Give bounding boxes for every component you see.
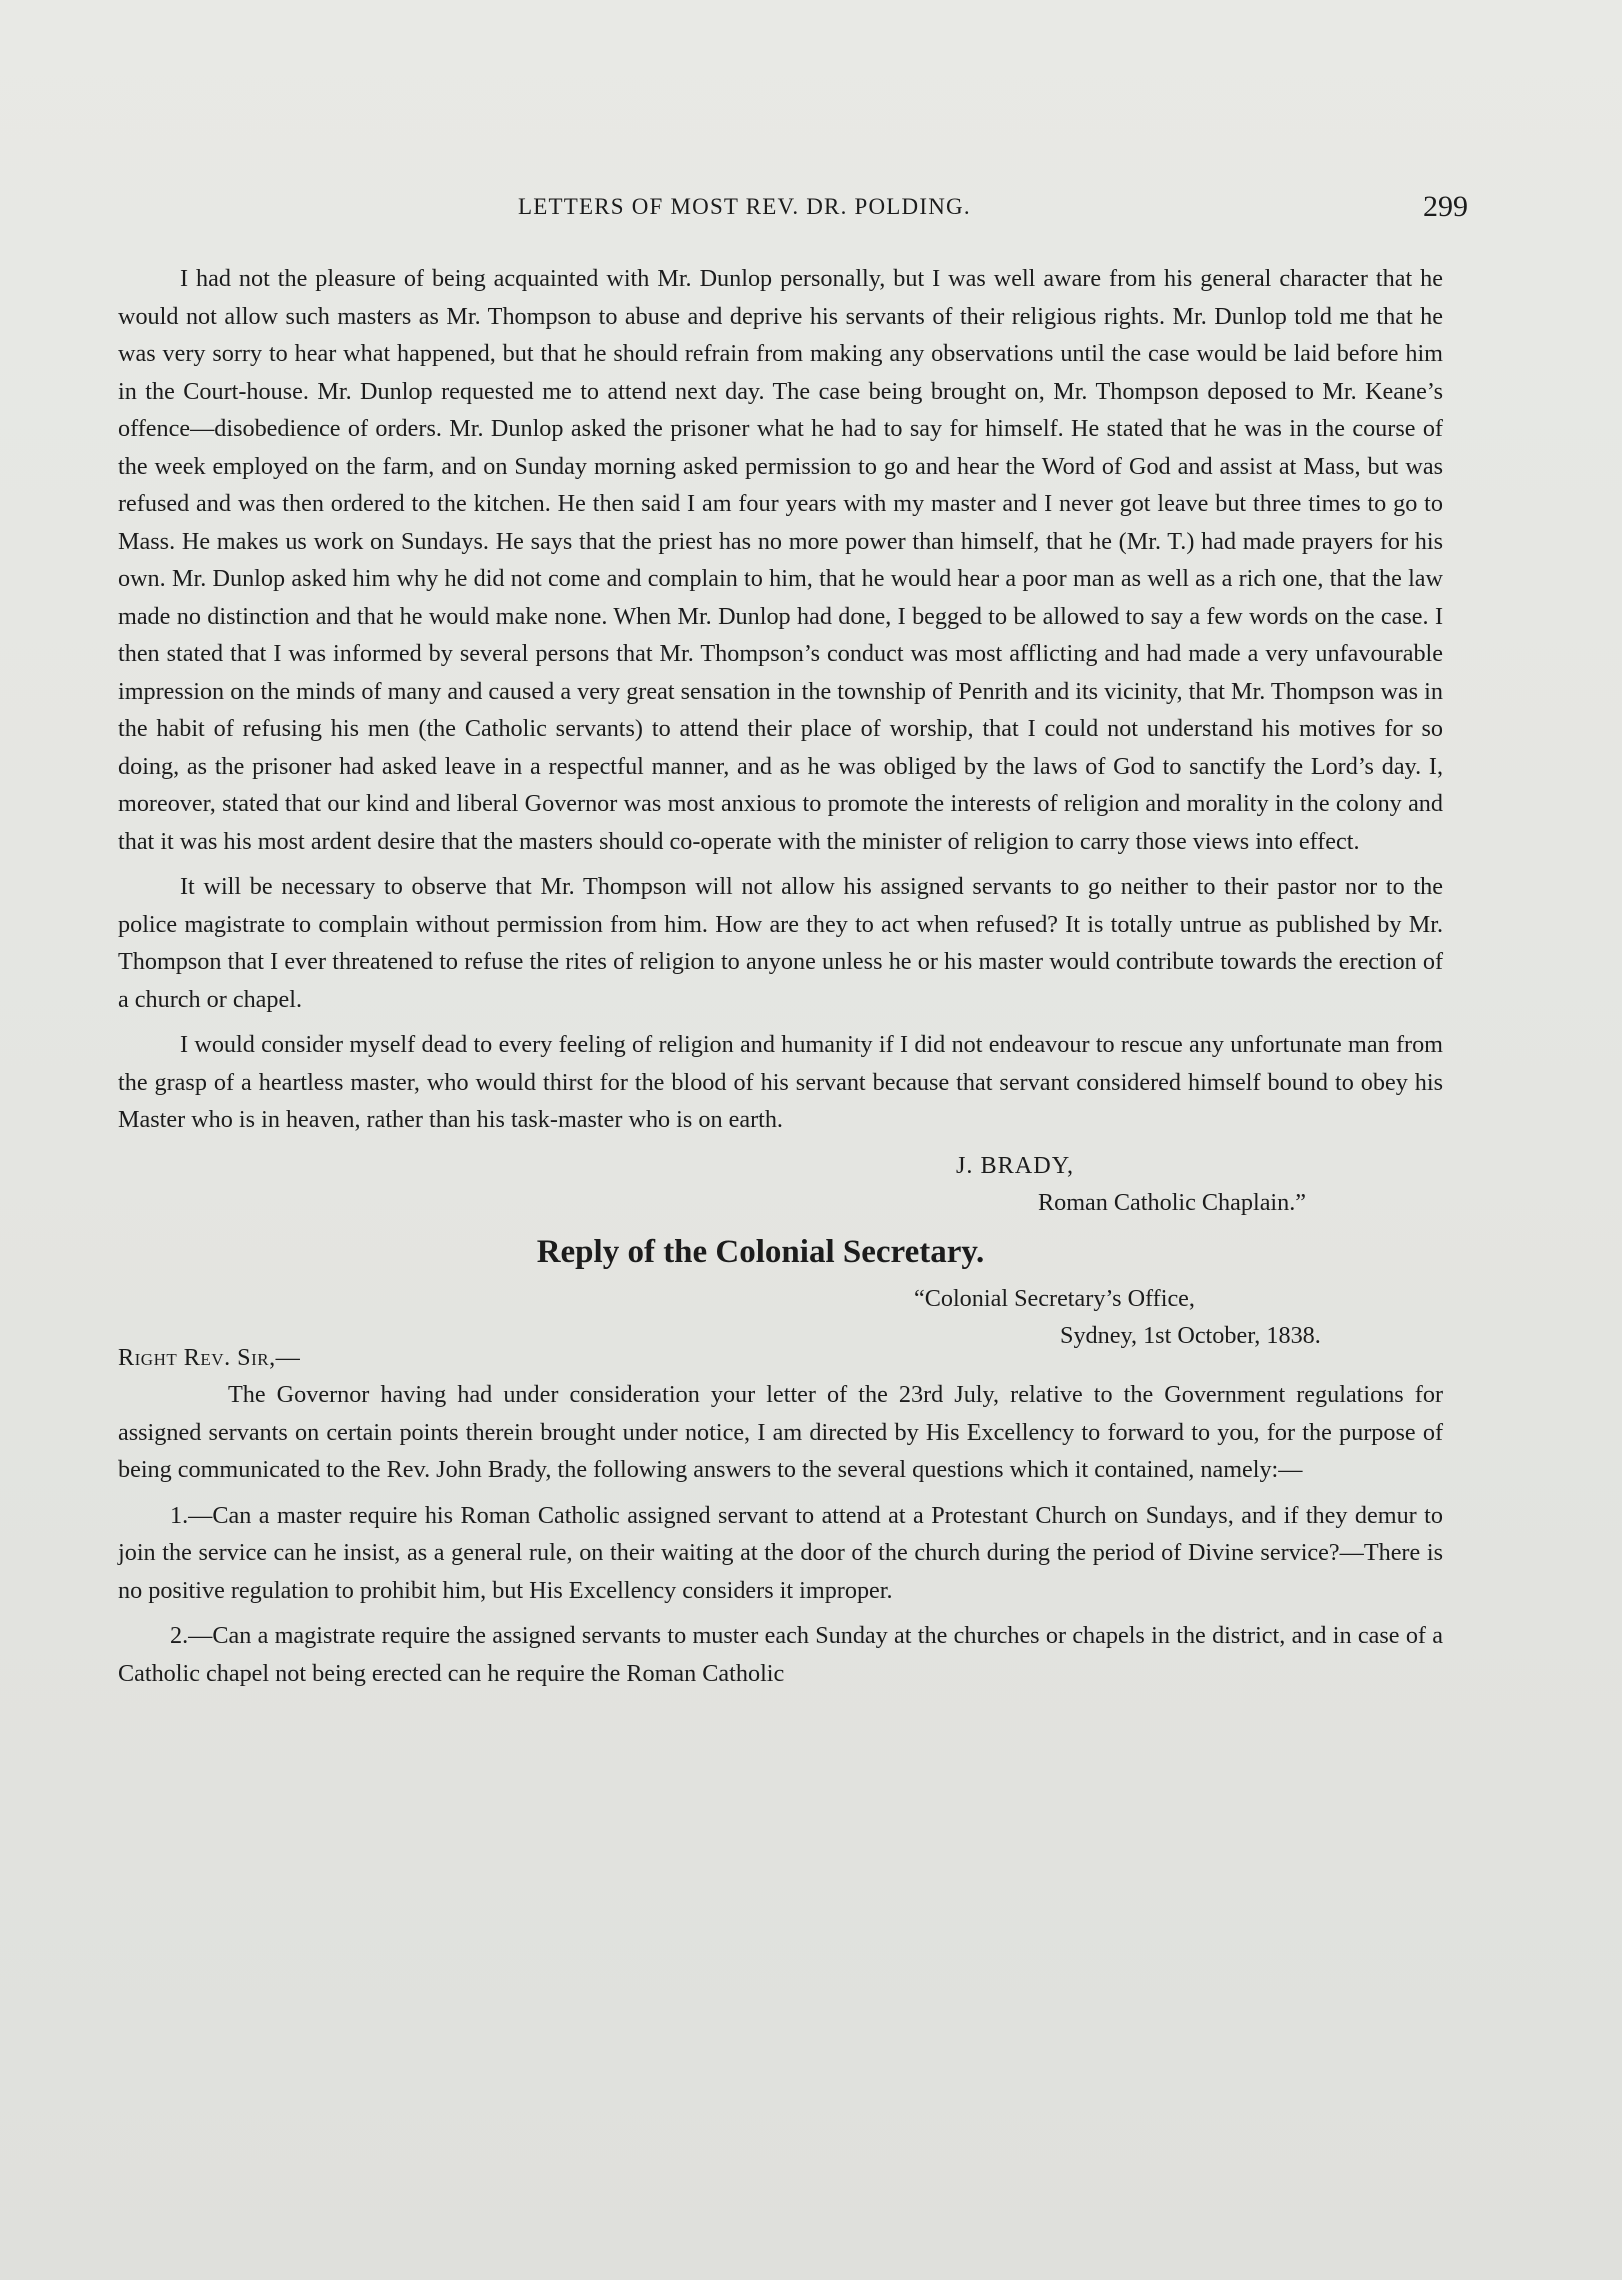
running-title: LETTERS OF MOST REV. DR. POLDING. — [518, 194, 971, 219]
page-body — [118, 260, 1443, 1700]
numbered-question: 2.—Can a magistrate require the assigned servants to muster each Sunday at the churches or chapels in the district, and in case of a Catholic chapel not being erected can he require the Roman Catholic — [118, 1622, 1443, 1687]
signature-title: Roman Catholic Chaplain.” — [1038, 1189, 1307, 1216]
paragraph: I had not the pleasure of being acquainted with Mr. Dunlop personally, but I was well aware from his general character that he would not allow such masters as Mr. Thompson to abuse and deprive his servants of their religious rights. Mr. Dunlop told me that he was very sorry to hear what happened, but that he should refrain from making any observations until the case would be laid before him in the Court-house. Mr. Dunlop requested me to attend next day. The case being brought on, Mr. Thompson deposed to Mr. Keane’s offence—disobedience of orders. Mr. Dunlop asked the prisoner what he had to say for himself. He stated that he was in the course of the week employed on the farm, and on Sunday morning asked permission to go and hear the Word of God and assist at Mass, but was refused and was then ordered to the kitchen. He then said I am four years with my master and I never got leave but three times to go to Mass. He makes us work on Sundays. He says that the priest has no more power than himself, that he (Mr. T.) had made prayers for his own. Mr. Dunlop asked him why he did not come and complain to him, that he would hear a poor man as well as a rich one, that the law made no distinction and that he would make none. When Mr. Dunlop had done, I begged to be allowed to say a few words on the case. I then stated that I was informed by several persons that Mr. Thompson’s conduct was most afflicting and had made a very unfavourable impression on the minds of many and caused a very great sensation in the township of Penrith and its vicinity, that Mr. Thompson was in the habit of refusing his men (the Catholic servants) to attend their place of worship, that I could not understand his motives for so doing, as the prisoner had asked leave in a respectful manner, and as he was obliged by the laws of God to sanctify the Lord’s day. I, moreover, stated that our kind and liberal Governor was most anxious to promote the interests of religion and morality in the colony and that it was his most ardent desire that the masters should co-operate with the minister of religion to carry those views into effect. — [118, 265, 1443, 855]
page-header — [118, 190, 1468, 230]
numbered-question: 1.—Can a master require his Roman Catholic assigned servant to attend at a Protestant Church on Sundays, and if they demur to join the service can he insist, as a general rule, on their waiting at the door of the church during the period of Divine service?—There is no positive regulation to prohibit him, but His Excellency considers it improper. — [118, 1501, 1443, 1604]
paragraph: It will be necessary to observe that Mr. Thompson will not allow his assigned servants to go neither to their pastor nor to the police magistrate to complain without permission from him. How are they to act when refused? It is totally untrue as published by Mr. Thompson that I ever threatened to refuse the rites of religion to anyone unless he or his master would contribute towards the erection of a church or chapel. — [118, 873, 1443, 1013]
letter-address: “Colonial Secretary’s Office, — [914, 1284, 1195, 1312]
paragraph: I would consider myself dead to every feeling of religion and humanity if I did not endeavour to rescue any unfortunate man from the grasp of a heartless master, who would thirst for the blood of his servant because that servant considered himself bound to obey his Master who is in heaven, rather than his task-master who is on earth. — [118, 1031, 1443, 1133]
page-number: 299 — [1423, 190, 1468, 223]
salutation: Right Rev. Sir,— — [118, 1343, 301, 1371]
letter-date: Sydney, 1st October, 1838. — [1060, 1322, 1321, 1349]
signature-name: J. BRADY, — [956, 1151, 1075, 1179]
letter-paragraph: The Governor having had under consideration your letter of the 23rd July, relative to the Government regulations for assigned servants on certain points therein brought under notice, I am directed by His Excellency to forward to you, for the purpose of being communicated to the Rev. John Brady, the following answers to the several questions which it contained, namely:— — [118, 1381, 1443, 1483]
section-heading: Reply of the Colonial Secretary. — [536, 1233, 985, 1270]
